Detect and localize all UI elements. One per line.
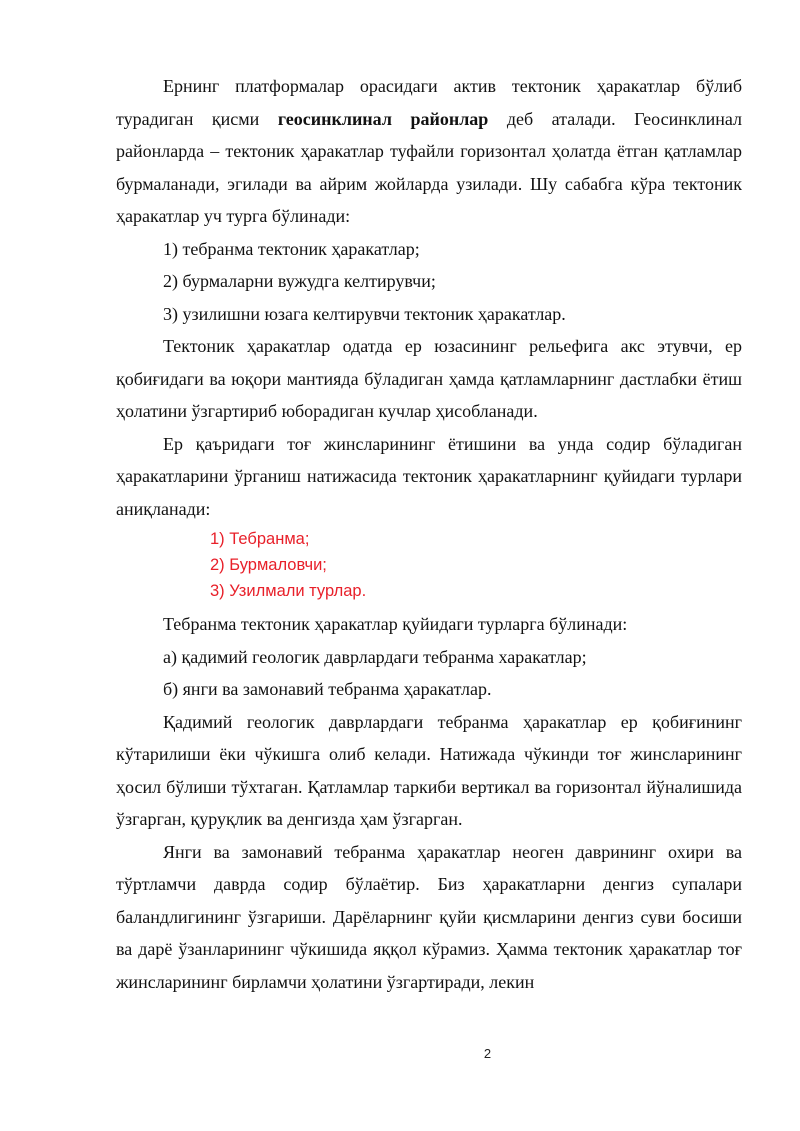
paragraph-text: деб аталади. Геосинклинал районларда – тектоник ҳаракатлар туфайли горизонтал ҳолатда ётган қатламлар бурмаланади, эгилади ва айрим жойларда узилади. Шу сабабга кўра тектоник ҳаракатлар уч турга бўлинади: [116,108,742,226]
highlighted-list-item: 3) Узилмали турлар. [210,582,367,600]
paragraph-definition: Тектоник ҳаракатлар одатда ер юзасининг рельефига акс этувчи, ер қобиғидаги ва юқори мантияда бўладиган ҳамда қатламларнинг дастлабки ётиш ҳолатини ўзгартириб юборадиган кучлар ҳисобланади. [116,336,742,421]
list-item: 3) узилишни юзага келтирувчи тектоник ҳаракатлар. [163,303,566,324]
list-item: 2) бурмаларни вужудга келтирувчи; [163,271,436,291]
page-body [116,70,742,998]
highlighted-list-item: 2) Бурмаловчи; [210,556,327,574]
highlighted-list [116,525,742,608]
paragraph-intro [116,70,742,233]
paragraph-types: Ер қаъридаги тоғ жинсларининг ётишини ва унда содир бўладиган ҳаракатларини ўрганиш натижасида тектоник ҳаракатларнинг қуйидаги турлари аниқланади: [116,433,742,519]
bold-term: геосинклинал районлар [277,108,489,129]
paragraph-text: Ернинг платформалар орасидаги актив тектоник ҳаракатлар бўлиб турадиган қисми [116,76,742,129]
page-number: 2 [483,1046,492,1061]
list-item: а) қадимий геологик даврлардаги тебранма харакатлар; [163,646,587,667]
highlighted-list-item: 1) Тебранма; [210,530,310,548]
list-item: б) янги ва замонавий тебранма ҳаракатлар. [163,679,492,699]
paragraph-subtypes: Тебранма тектоник ҳаракатлар қуйидаги турларга бўлинади: [163,614,628,634]
list-item: 1) тебранма тектоник ҳаракатлар; [163,238,420,259]
paragraph-modern: Янги ва замонавий тебранма ҳаракатлар неоген даврининг охири ва тўртламчи даврда содир бўлаётир. Биз ҳаракатларни денгиз супалари баландлигининг ўзгариши. Дарёларнинг қуйи қисмларини денгиз суви босиши ва дарё ўзанларининг чўкишида яққол кўрамиз. Ҳамма тектоник ҳаракатлар тоғ жинсларининг бирламчи ҳолатини ўзгартиради, лекин [116,841,742,992]
paragraph-ancient: Қадимий геологик даврлардаги тебранма ҳаракатлар ер қобиғининг кўтарилиши ёки чўкишга олиб келади. Натижада чўкинди тоғ жинсларининг ҳосил бўлиши тўхтаган. Қатламлар таркиби вертикал ва горизонтал йўналишида ўзгарган, қуруқлик ва денгизда ҳам ўзгарган. [116,711,742,829]
